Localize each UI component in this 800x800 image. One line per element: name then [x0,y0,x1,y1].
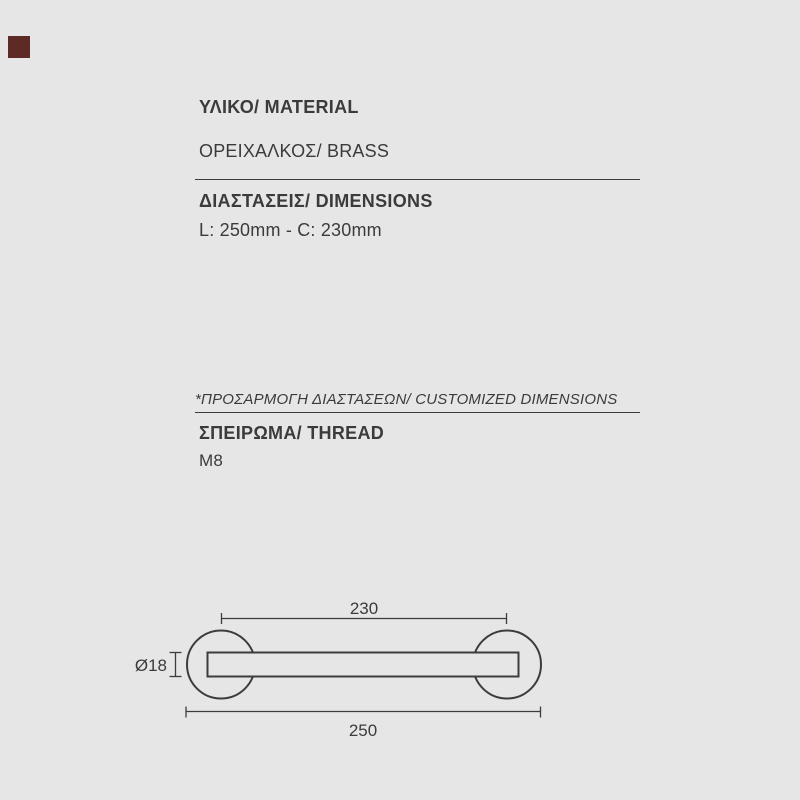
thread-value: M8 [199,451,224,470]
diameter-dimension [135,653,182,677]
material-value: ΟΡΕΙΧΑΛΚΟΣ/ BRASS [199,141,390,161]
thread-heading: ΣΠΕΙΡΩΜΑ/ THREAD [199,423,385,443]
overall-length-dimension [186,707,541,741]
diameter-label: Ø18 [134,656,167,675]
material-heading: ΥΛΙΚΟ/ MATERIAL [199,97,359,117]
dimensions-value: L: 250mm - C: 230mm [199,220,382,240]
overall-length-label: 250 [348,721,378,740]
dimensions-heading: ΔΙΑΣΤΑΣΕΙΣ/ DIMENSIONS [199,191,433,211]
handle-bar [208,653,519,677]
center-distance-dimension [222,599,507,624]
center-distance-label: 230 [349,599,379,618]
customized-dimensions-note: *ΠΡΟΣΑΡΜΟΓΗ ΔΙΑΣΤΑΣΕΩΝ/ CUSTOMIZED DIMENSIONS [195,391,618,408]
